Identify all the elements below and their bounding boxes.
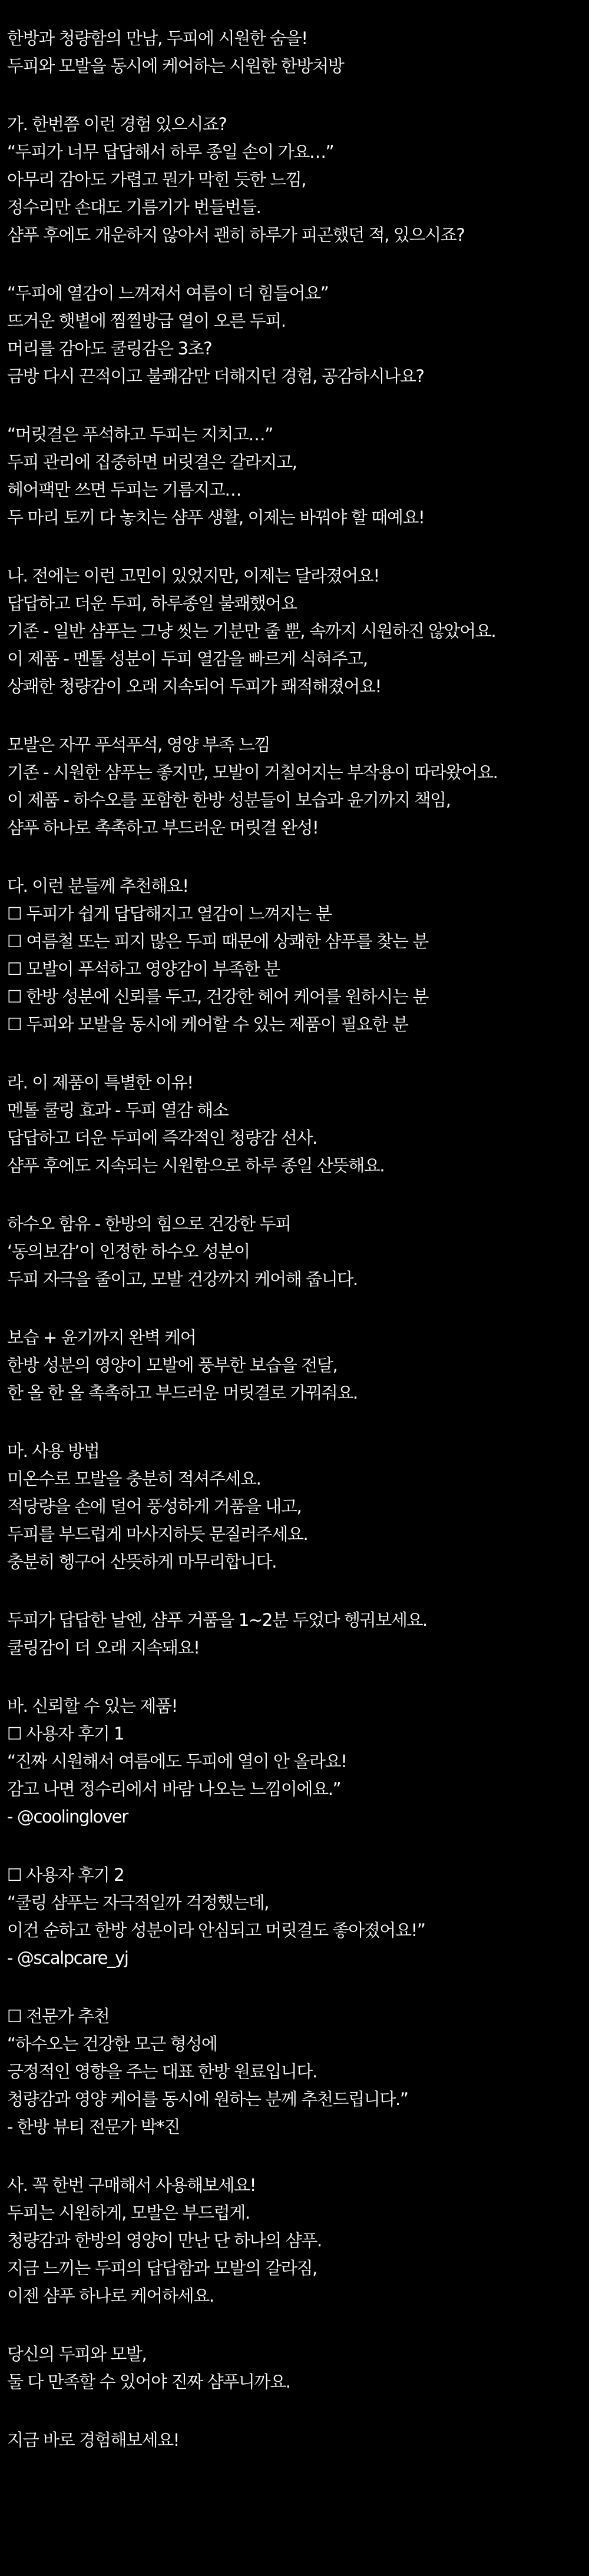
text-line: “쿨링 샴푸는 자극적일까 걱정했는데, <box>7 1893 269 1913</box>
text-line: - 한방 뷰티 전문가 박*진 <box>7 2117 180 2137</box>
text-line: 감고 나면 정수리에서 바람 나오는 느낌이에요.” <box>7 1779 341 1799</box>
text-line: 아무리 감아도 가렵고 뭔가 막힌 듯한 느낌, <box>7 170 306 190</box>
paragraph-ga-hair <box>7 421 582 532</box>
text-line: 기존 - 일반 샴푸는 그냥 씻는 기분만 줄 뿐, 속까지 시원하진 않았어요. <box>7 621 496 641</box>
paragraph-cta <box>7 2426 582 2454</box>
text-line: 두피 자극을 줄이고, 모발 건강까지 케어해 줍니다. <box>7 1269 358 1289</box>
document-body <box>7 25 582 2485</box>
text-line: ☐ 사용자 후기 1 <box>7 1724 124 1744</box>
text-line: 샴푸 후에도 지속되는 시원함으로 하루 종일 산뜻해요. <box>7 1156 385 1176</box>
text-line: 가. 한번쯤 이런 경험 있으시죠? <box>7 114 227 134</box>
text-line: 둘 다 만족할 수 있어야 진짜 샴푸니까요. <box>7 2372 290 2392</box>
text-line: “진짜 시원해서 여름에도 두피에 열이 안 올라요! <box>7 1751 347 1771</box>
text-line: 뜨거운 햇볕에 찜찔방급 열이 오른 두피. <box>7 311 286 331</box>
text-line: ☐ 모발이 푸석하고 영양감이 부족한 분 <box>7 959 280 979</box>
text-line: - @coolinglover <box>7 1807 128 1827</box>
text-line: “머릿결은 푸석하고 두피는 지치고…” <box>7 424 273 444</box>
paragraph-ra-hasuo <box>7 1210 582 1293</box>
text-line: 긍정적인 영향을 주는 대표 한방 원료입니다. <box>7 2062 317 2082</box>
paragraph-ga-heat <box>7 280 582 390</box>
text-line: 두 마리 토끼 다 놓치는 샴푸 생활, 이제는 바꿔야 할 때예요! <box>7 507 425 527</box>
paragraph-section-da <box>7 872 582 1038</box>
text-line: 헤어팩만 쓰면 두피는 기름지고… <box>7 480 241 500</box>
text-line: 답답하고 더운 두피, 하루종일 불쾌했어요 <box>7 593 297 613</box>
text-line: 샴푸 후에도 개운하지 않아서 괜히 하루가 피곤했던 적, 있으시죠? <box>7 225 465 245</box>
text-line: 지금 바로 경험해보세요! <box>7 2430 180 2450</box>
text-line: 나. 전에는 이런 고민이 있었지만, 이제는 달라졌어요! <box>7 566 379 586</box>
paragraph-ba-review2 <box>7 1861 582 1972</box>
text-line: 쿨링감이 더 오래 지속돼요! <box>7 1638 200 1658</box>
text-line: 미온수로 모발을 충분히 적셔주세요. <box>7 1469 261 1489</box>
text-line: 보습 + 윤기까지 완벽 케어 <box>7 1327 196 1347</box>
paragraph-section-ma <box>7 1438 582 1576</box>
text-line: 한방과 청량함의 만남, 두피에 시원한 숨을! <box>7 28 307 48</box>
text-line: 두피를 부드럽게 마사지하듯 문질러주세요. <box>7 1524 308 1544</box>
text-line: ☐ 사용자 후기 2 <box>7 1865 124 1885</box>
paragraph-intro <box>7 25 582 80</box>
paragraph-ra-moist <box>7 1324 582 1407</box>
text-line: 머리를 감아도 쿨링감은 3초? <box>7 338 212 358</box>
text-line: “하수오는 건강한 모근 형성에 <box>7 2034 217 2054</box>
paragraph-section-sa <box>7 2172 582 2310</box>
text-line: 이 제품 - 멘톨 성분이 두피 열감을 빠르게 식혀주고, <box>7 649 368 669</box>
text-line: 마. 사용 방법 <box>7 1441 100 1461</box>
text-line: 이젠 샴푸 하나로 케어하세요. <box>7 2286 214 2306</box>
paragraph-ma-tip <box>7 1606 582 1662</box>
text-line: ☐ 두피와 모발을 동시에 케어할 수 있는 제품이 필요한 분 <box>7 1014 408 1034</box>
text-line: ☐ 두피가 쉽게 답답해지고 열감이 느껴지는 분 <box>7 904 332 924</box>
text-line: 청량감과 영양 케어를 동시에 원하는 분께 추천드립니다.” <box>7 2089 408 2109</box>
text-line: “두피가 너무 답답해서 하루 종일 손이 가요…” <box>7 142 334 162</box>
text-line: 한 올 한 올 촉촉하고 부드러운 머릿결로 가꿔줘요. <box>7 1383 358 1403</box>
text-line: ☐ 한방 성분에 신뢰를 두고, 건강한 헤어 케어를 원하시는 분 <box>7 987 428 1007</box>
text-line: 사. 꼭 한번 구매해서 사용해보세요! <box>7 2175 256 2195</box>
text-line: 이건 순하고 한방 성분이라 안심되고 머릿결도 좋아졌어요!” <box>7 1920 425 1940</box>
text-line: 정수리만 손대도 기름기가 번들번들. <box>7 197 261 217</box>
text-line: 하수오 함유 - 한방의 힘으로 건강한 두피 <box>7 1214 291 1234</box>
text-line: 라. 이 제품이 특별한 이유! <box>7 1073 193 1093</box>
text-line: 멘톨 쿨링 효과 - 두피 열감 해소 <box>7 1100 229 1120</box>
text-line: 두피와 모발을 동시에 케어하는 시원한 한방처방 <box>7 56 344 76</box>
text-line: 샴푸 하나로 촉촉하고 부드러운 머릿결 완성! <box>7 818 319 838</box>
text-line: 기존 - 시원한 샴푸는 좋지만, 모발이 거칠어지는 부작용이 따라왔어요. <box>7 762 498 782</box>
text-line: “두피에 열감이 느껴져서 여름이 더 힘들어요” <box>7 283 329 303</box>
paragraph-ba-expert <box>7 2003 582 2141</box>
text-line: 금방 다시 끈적이고 불쾌감만 더해지던 경험, 공감하시나요? <box>7 366 424 386</box>
text-line: 모발은 자꾸 푸석푸석, 영양 부족 느낌 <box>7 735 270 755</box>
text-line: 두피 관리에 집중하면 머릿결은 갈라지고, <box>7 452 297 472</box>
text-line: 바. 신뢰할 수 있는 제품! <box>7 1696 177 1716</box>
paragraph-na-hair <box>7 731 582 842</box>
text-line: 이 제품 - 하수오를 포함한 한방 성분들이 보습과 윤기까지 책임, <box>7 790 451 810</box>
text-line: 적당량을 손에 덜어 풍성하게 거품을 내고, <box>7 1496 302 1516</box>
paragraph-sa-closing <box>7 2341 582 2396</box>
text-line: 두피가 답답한 날엔, 샴푸 거품을 1~2분 두었다 헹궈보세요. <box>7 1610 427 1630</box>
text-line: 충분히 헹구어 산뜻하게 마무리합니다. <box>7 1552 277 1572</box>
text-line: 상쾌한 청량감이 오래 지속되어 두피가 쾌적해졌어요! <box>7 676 381 696</box>
paragraph-section-ga <box>7 111 582 249</box>
text-line: 다. 이런 분들께 추천해요! <box>7 876 188 896</box>
text-line: 지금 느끼는 두피의 답답함과 모발의 갈라짐, <box>7 2258 317 2278</box>
paragraph-section-na <box>7 562 582 701</box>
paragraph-section-ra <box>7 1069 582 1180</box>
text-line: ‘동의보감’이 인정한 하수오 성분이 <box>7 1241 250 1262</box>
paragraph-section-ba <box>7 1692 582 1831</box>
text-line: ☐ 전문가 추천 <box>7 2006 110 2026</box>
text-line: 답답하고 더운 두피에 즉각적인 청량감 선사. <box>7 1128 317 1148</box>
text-line: 한방 성분의 영양이 모발에 풍부한 보습을 전달, <box>7 1355 337 1375</box>
text-line: ☐ 여름철 또는 피지 많은 두피 때문에 상쾌한 샴푸를 찾는 분 <box>7 931 428 951</box>
text-line: 청량감과 한방의 영양이 만난 단 하나의 샴푸. <box>7 2230 322 2250</box>
text-line: - @scalpcare_yj <box>7 1948 128 1968</box>
text-line: 당신의 두피와 모발, <box>7 2344 147 2364</box>
text-line: 두피는 시원하게, 모발은 부드럽게. <box>7 2203 250 2223</box>
